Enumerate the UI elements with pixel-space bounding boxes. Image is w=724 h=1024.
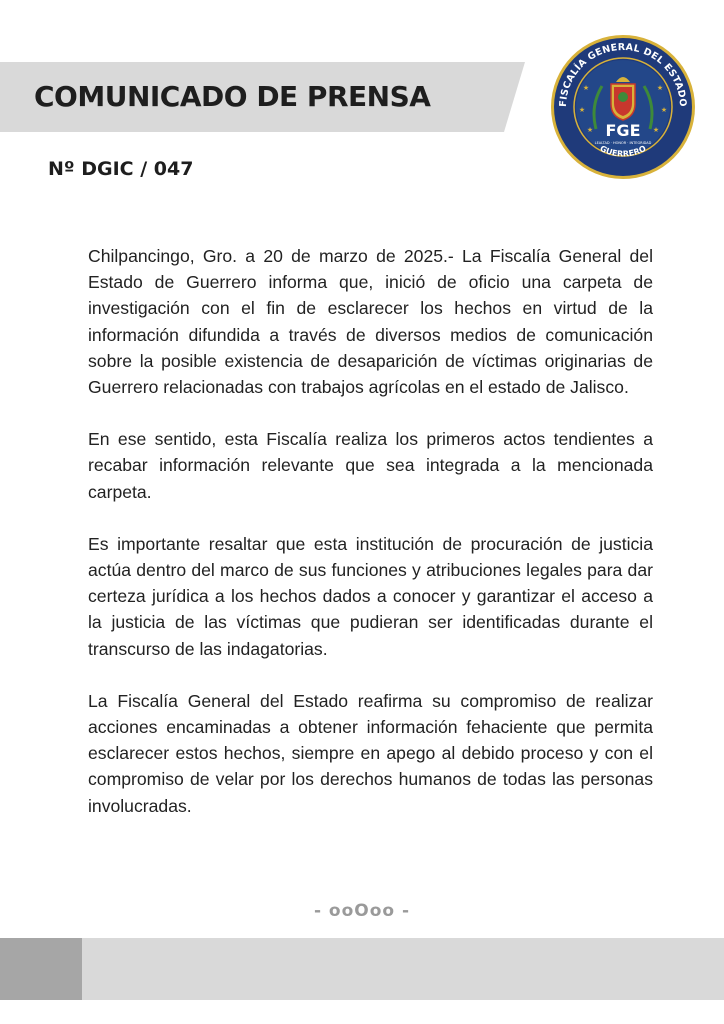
paragraph-3: Es importante resaltar que esta institución de procuración de justicia actúa dentro del marco de sus funciones y atribuciones legales para dar certeza jurídica a los hechos dados a conocer y garantizar el acceso a la justicia de las víctimas que pudieran ser identificadas durante el transcurso de las indagatorias.	[88, 533, 653, 659]
seal-ring-text-top: FISCALÍA GENERAL DEL ESTADO	[557, 41, 689, 108]
svg-text:★: ★	[656, 84, 664, 92]
footer-accent-block	[0, 938, 82, 1000]
svg-text:★: ★	[582, 84, 590, 92]
svg-text:★: ★	[578, 106, 586, 114]
seal-acronym: FGE	[605, 121, 641, 140]
seal-motto: LEALTAD · HONOR · INTEGRIDAD	[594, 141, 652, 145]
paragraph-4: La Fiscalía General del Estado reafirma su compromiso de realizar acciones encaminadas a obtener información fehaciente que permita esclarecer estos hechos, siempre en apego al debido proceso y con el compromiso de velar por los derechos humanos de todas las personas involucradas.	[88, 690, 653, 816]
end-mark: - ooOoo -	[313, 901, 411, 921]
svg-text:★: ★	[660, 106, 668, 114]
paragraph-2: En ese sentido, esta Fiscalía realiza los primeros actos tendientes a recabar información relevante que sea integrada a la mencionada carpeta.	[88, 429, 653, 502]
press-release-body	[88, 243, 653, 845]
footer-bar	[0, 938, 724, 1000]
page-title: COMUNICADO DE PRENSA	[34, 80, 431, 113]
seal-ring-text-bottom: GUERRERO	[598, 143, 648, 159]
svg-text:★: ★	[652, 126, 660, 134]
paragraph-1: Chilpancingo, Gro. a 20 de marzo de 2025.- La Fiscalía General del Estado de Guerrero informa que, inició de oficio una carpeta de investigación con el fin de esclarecer los hechos en virtud de la información difundida a través de diversos medios de comunicación sobre la posible existencia de desaparición de víctimas originarias de Guerrero relacionadas con trabajos agrícolas en el estado de Jalisco.	[88, 246, 653, 398]
fge-seal-logo	[550, 34, 696, 180]
svg-text:★: ★	[586, 126, 594, 134]
document-number: Nº DGIC / 047	[48, 158, 194, 180]
